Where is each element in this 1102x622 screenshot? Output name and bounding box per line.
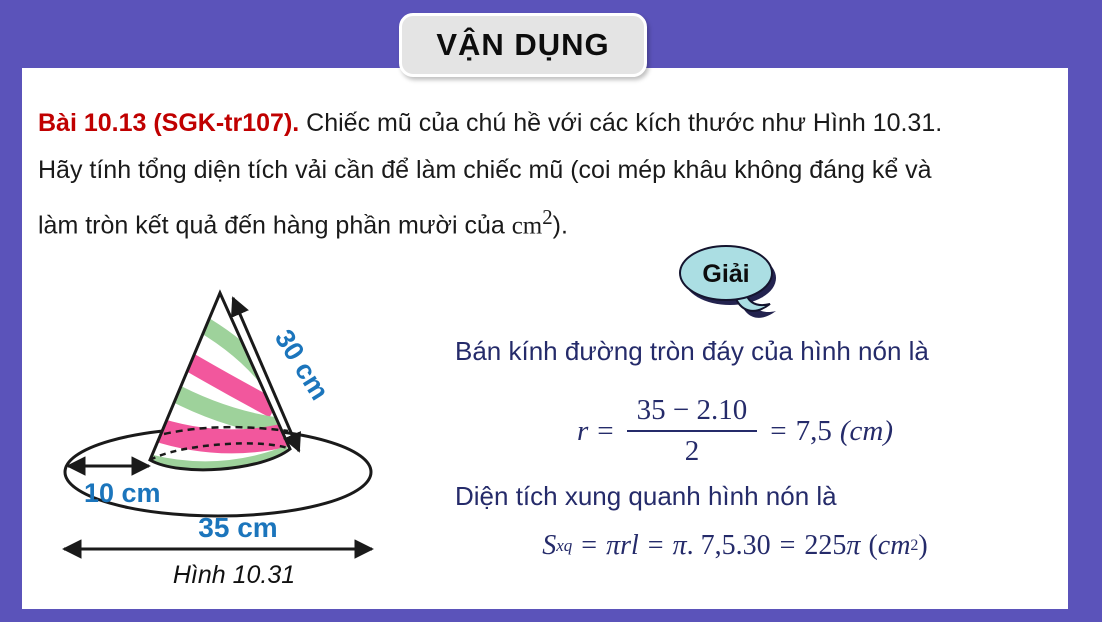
f1-var: r [576, 414, 589, 447]
problem-text-2: Hãy tính tổng diện tích vải cần để làm chiếc mũ (coi mép khâu không đáng kể và [38, 156, 932, 184]
f1-eq1: = [597, 414, 614, 447]
unit-cm: cm [511, 212, 543, 240]
f2-s: S [542, 530, 557, 561]
f1-value: 7,5 [795, 414, 832, 447]
slide-title: VẬN DỤNG [436, 27, 610, 62]
brim-measure-label: 10 cm [84, 478, 161, 508]
f1-unit: (cm) [839, 414, 893, 447]
exercise-tag: Bài 10.13 (SGK-tr107). [38, 109, 300, 137]
f2-eq3: = [779, 530, 796, 561]
solution-bubble [676, 244, 806, 330]
f2-sub: xq [556, 536, 573, 555]
solution-step-1: Bán kính đường tròn đáy của hình nón là [455, 336, 929, 366]
f2-paren-open: ( [868, 530, 878, 561]
problem-text-1: Chiếc mũ của chú hề với các kích thước như Hình 10.31. [299, 109, 943, 137]
slide-title-box [399, 13, 647, 77]
unit-exponent: 2 [542, 205, 553, 229]
f2-pi2: π [846, 530, 861, 561]
problem-line-1 [38, 100, 1050, 147]
problem-text-3: làm tròn kết quả đến hàng phần mười của [38, 211, 512, 240]
problem-statement [38, 100, 1050, 249]
problem-line-3 [38, 194, 1050, 249]
f1-denominator: 2 [627, 430, 758, 468]
f2-pirl: πrl [606, 530, 639, 561]
radius-formula [520, 394, 950, 468]
diameter-measure-label: 35 cm [198, 512, 278, 543]
cone-figure [50, 285, 390, 597]
figure-caption: Hình 10.31 [172, 561, 296, 589]
f1-eq2: = [770, 414, 787, 447]
f1-fraction [627, 394, 758, 468]
slant-measure-label: 30 cm [268, 324, 335, 406]
f2-result: 225 [804, 530, 847, 561]
bubble-label: Giải [702, 260, 750, 288]
f1-numerator: 35 − 2.10 [636, 394, 748, 426]
f2-eq2: = [647, 530, 664, 561]
f2-unit: cm [877, 530, 911, 561]
f2-eq1: = [581, 530, 598, 561]
problem-line-2 [38, 147, 1050, 194]
f2-sup: 2 [910, 537, 919, 554]
solution-step-2: Diện tích xung quanh hình nón là [455, 481, 837, 511]
lateral-area-formula [450, 530, 1020, 562]
f2-nums: . 7,5.30 [686, 530, 771, 561]
f2-paren-close: ) [918, 530, 928, 561]
problem-text-3-end: ). [552, 211, 568, 240]
f2-pi1: π [672, 530, 687, 561]
